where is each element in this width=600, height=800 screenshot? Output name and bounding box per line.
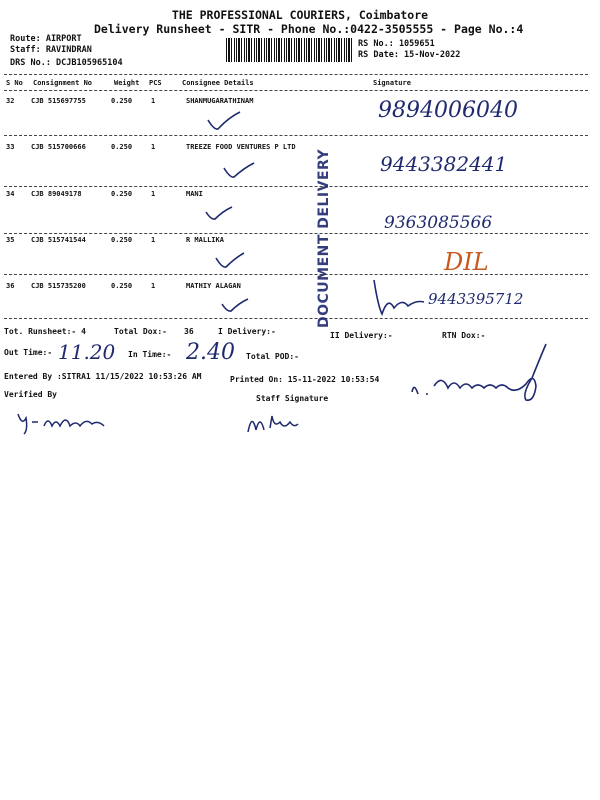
row-pcs: 1 [151, 236, 156, 244]
row-consignment: CJB 515697755 [31, 97, 86, 105]
row-consignment: CJB 515735200 [31, 282, 86, 290]
company-name: THE PROFESSIONAL COURIERS, Coimbatore [171, 8, 429, 22]
divider [4, 318, 588, 319]
row-weight: 0.250 [111, 97, 133, 105]
rtn-dox: RTN Dox:- [442, 331, 486, 340]
row-sno: 36 [6, 282, 15, 290]
row-weight: 0.250 [111, 282, 133, 290]
receiver-signature [408, 338, 554, 406]
divider [4, 135, 588, 136]
total-pod: Total POD:- [246, 352, 299, 361]
col-consignment: Consignment No [33, 79, 93, 87]
runsheet-title: Delivery Runsheet - SITR - Phone No.:0422-3505555 - Page No.:4 [94, 22, 524, 36]
document-delivery-stamp: DOCUMENT DELIVERY [316, 148, 332, 328]
check-mark-icon [222, 160, 256, 180]
row-sno: 35 [6, 236, 15, 244]
out-time-value: 11.20 [58, 340, 116, 364]
row-consignee: R MALLIKA [186, 236, 224, 244]
handwritten-signature: 9443395712 [428, 290, 524, 308]
col-sno: S No [6, 79, 23, 87]
check-mark-icon [204, 204, 234, 222]
handwritten-signature: DIL [444, 248, 489, 276]
drs-number: DRS No.: DCJB105965104 [10, 58, 123, 68]
out-time-label: Out Time:- [4, 348, 53, 357]
row-consignee: MATHIY ALAGAN [186, 282, 241, 290]
row-weight: 0.250 [111, 236, 133, 244]
check-mark-icon [206, 110, 242, 132]
row-pcs: 1 [151, 97, 156, 105]
check-mark-icon [214, 250, 246, 270]
entered-by: Entered By :SITRA1 11/15/2022 10:53:26 AM [4, 372, 202, 381]
col-signature: Signature [373, 79, 411, 87]
row-pcs: 1 [151, 143, 156, 151]
verified-by-label: Verified By [4, 390, 57, 399]
row-consignment: CJB 89049178 [31, 190, 82, 198]
divider [4, 74, 588, 75]
signature-scribble [368, 276, 428, 320]
in-time-value: 2.40 [186, 340, 235, 365]
divider [4, 90, 588, 91]
handwritten-signature: 9894006040 [378, 98, 518, 123]
row-consignee: SHANMUGARATHINAM [186, 97, 254, 105]
staff-signature-label: Staff Signature [256, 394, 329, 403]
col-consignee: Consignee Details [182, 79, 254, 87]
row-pcs: 1 [151, 282, 156, 290]
row-consignment: CJB 515700666 [31, 143, 86, 151]
divider [4, 274, 588, 275]
staff-signature [244, 408, 300, 436]
handwritten-signature: 9363085566 [384, 213, 493, 233]
total-dox-value: 36 [184, 327, 194, 336]
handwritten-signature: 9443382441 [380, 152, 508, 176]
in-time-label: In Time:- [128, 350, 172, 359]
rs-number: RS No.: 1059651 [358, 39, 435, 49]
verified-by-signature [14, 408, 110, 438]
check-mark-icon [220, 296, 250, 314]
divider [4, 186, 588, 187]
row-weight: 0.250 [111, 190, 133, 198]
divider [4, 233, 588, 234]
col-weight: Weight [114, 79, 140, 87]
col-pcs: PCS [149, 79, 162, 87]
row-sno: 33 [6, 143, 15, 151]
row-pcs: 1 [151, 190, 156, 198]
barcode [226, 38, 354, 62]
row-consignee: TREEZE FOOD VENTURES P LTD [186, 143, 296, 151]
total-dox-label: Total Dox:- [114, 327, 167, 336]
row-sno: 32 [6, 97, 15, 105]
i-delivery: I Delivery:- [218, 327, 276, 336]
printed-on: Printed On: 15-11-2022 10:53:54 [230, 375, 380, 384]
row-consignee: MANI [186, 190, 203, 198]
staff: Staff: RAVINDRAN [10, 45, 92, 55]
row-consignment: CJB 515741544 [31, 236, 86, 244]
ii-delivery: II Delivery:- [330, 331, 393, 340]
row-weight: 0.250 [111, 143, 133, 151]
route: Route: AIRPORT [10, 34, 82, 44]
total-runsheet: Tot. Runsheet:- 4 [4, 327, 86, 336]
row-sno: 34 [6, 190, 15, 198]
rs-date: RS Date: 15-Nov-2022 [358, 50, 461, 60]
